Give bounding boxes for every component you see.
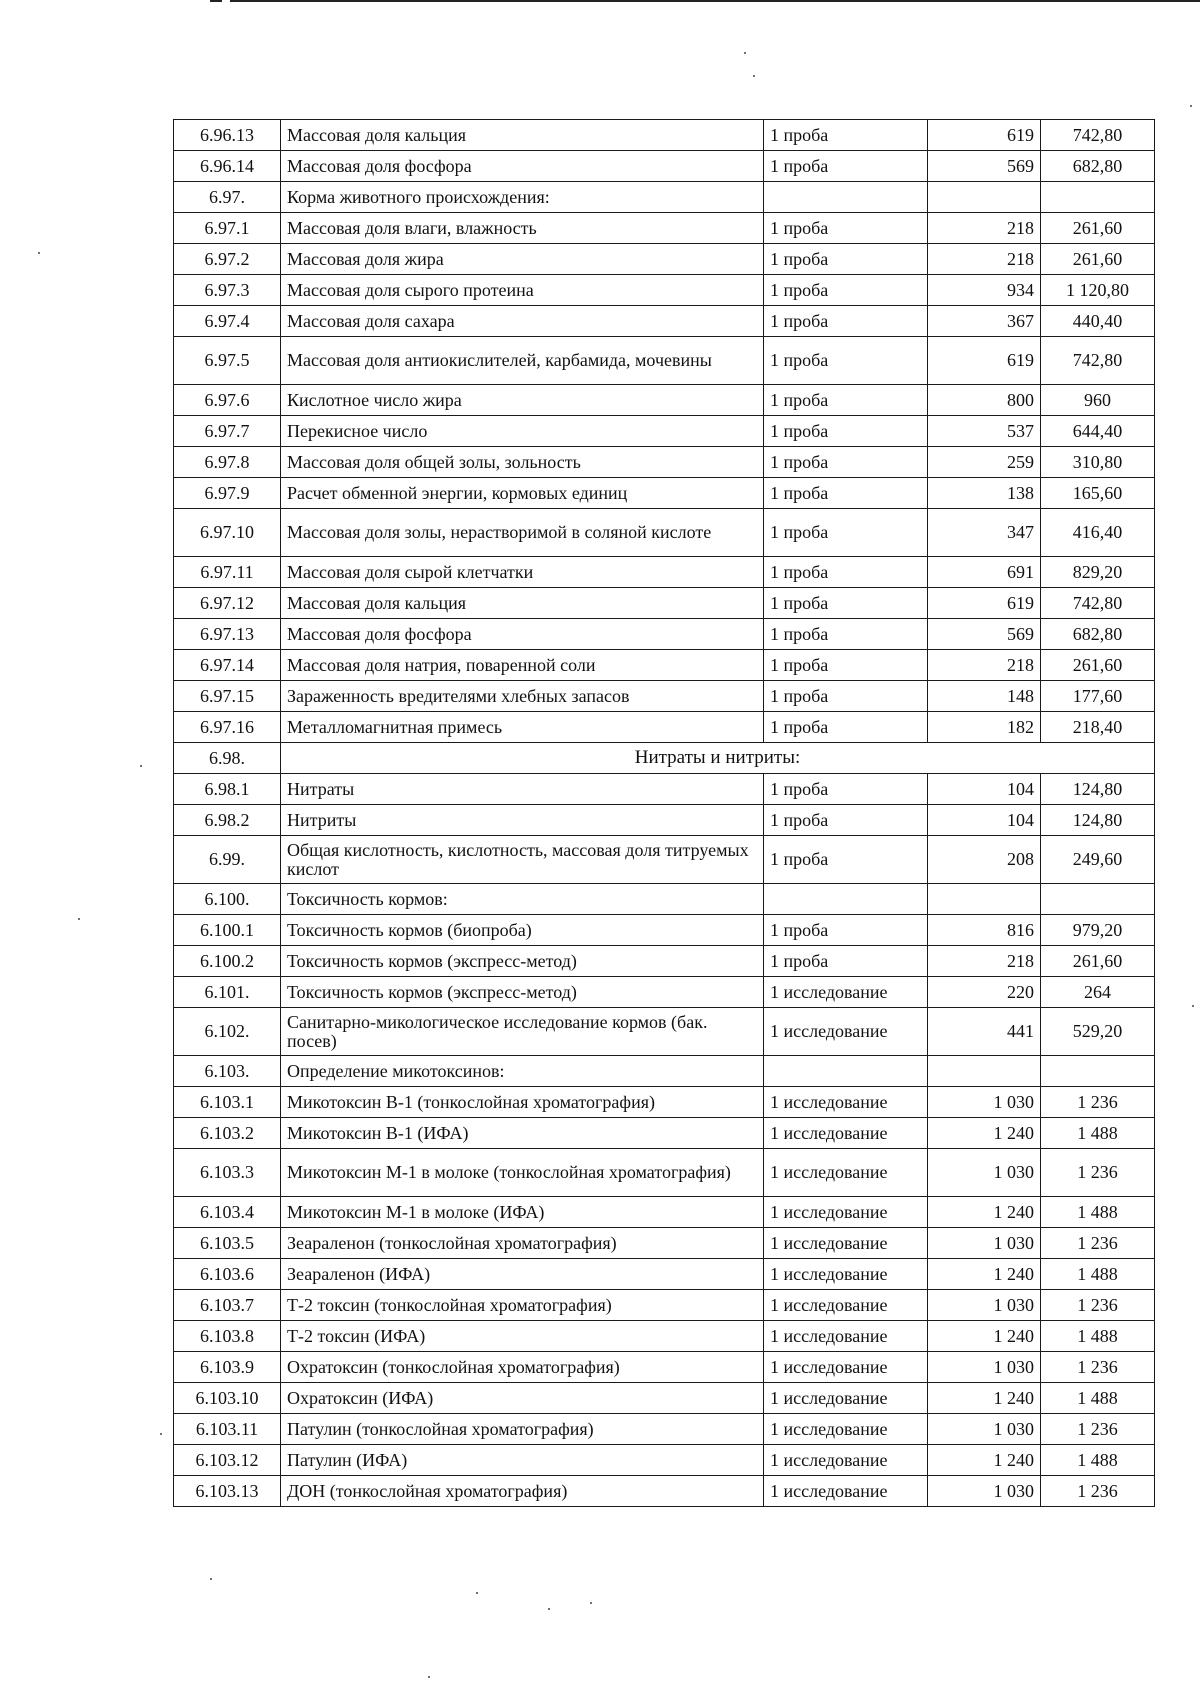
row-unit: 1 проба [764, 712, 928, 743]
row-name: Массовая доля сырого протеина [281, 275, 764, 306]
row-name: Расчет обменной энергии, кормовых единиц [281, 478, 764, 509]
row-unit: 1 проба [764, 151, 928, 182]
row-name: Микотоксин В-1 (ИФА) [281, 1118, 764, 1149]
table-row [174, 1228, 1155, 1259]
row-unit [764, 182, 928, 213]
scan-speck [476, 1592, 478, 1594]
row-price: 1 240 [928, 1321, 1041, 1352]
row-code: 6.102. [174, 1008, 281, 1056]
row-price: 148 [928, 681, 1041, 712]
row-name: Массовая доля кальция [281, 120, 764, 151]
table-row [174, 836, 1155, 884]
row-price: 1 030 [928, 1087, 1041, 1118]
row-price-with-vat: 261,60 [1041, 946, 1155, 977]
row-price-with-vat: 249,60 [1041, 836, 1155, 884]
table-row [174, 306, 1155, 337]
row-price-with-vat [1041, 182, 1155, 213]
row-price-with-vat: 682,80 [1041, 151, 1155, 182]
row-code: 6.103.4 [174, 1197, 281, 1228]
table-row [174, 478, 1155, 509]
row-name: Массовая доля золы, нерастворимой в соляной кислоте [281, 509, 764, 557]
row-name: Массовая доля фосфора [281, 619, 764, 650]
row-price: 1 030 [928, 1149, 1041, 1197]
row-price-with-vat: 218,40 [1041, 712, 1155, 743]
row-code: 6.100. [174, 884, 281, 915]
row-name: Перекисное число [281, 416, 764, 447]
table-row [174, 681, 1155, 712]
row-price-with-vat: 1 236 [1041, 1476, 1155, 1507]
table-row [174, 1476, 1155, 1507]
row-code: 6.103.5 [174, 1228, 281, 1259]
row-code: 6.103. [174, 1056, 281, 1087]
row-price-with-vat: 1 236 [1041, 1087, 1155, 1118]
row-unit: 1 исследование [764, 1290, 928, 1321]
scan-speck [78, 918, 80, 920]
row-price: 1 030 [928, 1228, 1041, 1259]
row-price: 800 [928, 385, 1041, 416]
row-unit: 1 исследование [764, 1118, 928, 1149]
row-unit: 1 проба [764, 416, 928, 447]
row-name: Массовая доля жира [281, 244, 764, 275]
row-name: Зеараленон (ИФА) [281, 1259, 764, 1290]
row-code: 6.103.6 [174, 1259, 281, 1290]
row-name: Определение микотоксинов: [281, 1056, 764, 1087]
row-code: 6.103.10 [174, 1383, 281, 1414]
row-price-with-vat: 310,80 [1041, 447, 1155, 478]
row-price-with-vat: 1 236 [1041, 1352, 1155, 1383]
row-name: Микотоксин М-1 в молоке (тонкослойная хроматография) [281, 1149, 764, 1197]
row-price-with-vat: 165,60 [1041, 478, 1155, 509]
row-unit: 1 исследование [764, 1445, 928, 1476]
row-price: 1 030 [928, 1352, 1041, 1383]
row-code: 6.100.1 [174, 915, 281, 946]
table-row [174, 182, 1155, 213]
table-row [174, 946, 1155, 977]
row-name: Общая кислотность, кислотность, массовая доля титруемых кислот [281, 836, 764, 884]
row-code: 6.97.12 [174, 588, 281, 619]
row-price-with-vat [1041, 1056, 1155, 1087]
row-code: 6.97.15 [174, 681, 281, 712]
row-price [928, 1056, 1041, 1087]
scan-speck [140, 765, 142, 767]
price-table [173, 119, 1155, 1507]
table-row [174, 650, 1155, 681]
row-name: Патулин (тонкослойная хроматография) [281, 1414, 764, 1445]
row-price: 218 [928, 213, 1041, 244]
row-price-with-vat: 1 236 [1041, 1414, 1155, 1445]
scan-speck [744, 52, 746, 54]
row-price-with-vat: 960 [1041, 385, 1155, 416]
row-code: 6.103.9 [174, 1352, 281, 1383]
row-name: Массовая доля фосфора [281, 151, 764, 182]
row-code: 6.97.7 [174, 416, 281, 447]
scan-speck [1192, 1005, 1194, 1007]
row-name: Зараженность вредителями хлебных запасов [281, 681, 764, 712]
table-row [174, 1321, 1155, 1352]
price-table-body [174, 120, 1155, 1507]
table-row [174, 1352, 1155, 1383]
row-price: 619 [928, 120, 1041, 151]
table-row [174, 1118, 1155, 1149]
row-price: 569 [928, 151, 1041, 182]
section-title: Нитраты и нитриты: [281, 743, 1155, 774]
row-price: 208 [928, 836, 1041, 884]
row-code: 6.97. [174, 182, 281, 213]
row-name: Т-2 токсин (ИФА) [281, 1321, 764, 1352]
row-code: 6.99. [174, 836, 281, 884]
row-price: 1 240 [928, 1383, 1041, 1414]
row-price-with-vat [1041, 884, 1155, 915]
row-name: Нитраты [281, 774, 764, 805]
row-code: 6.103.7 [174, 1290, 281, 1321]
row-code: 6.97.16 [174, 712, 281, 743]
row-name: Зеараленон (тонкослойная хроматография) [281, 1228, 764, 1259]
row-unit: 1 исследование [764, 1476, 928, 1507]
row-code: 6.97.4 [174, 306, 281, 337]
row-name: Корма животного происхождения: [281, 182, 764, 213]
row-price-with-vat: 829,20 [1041, 557, 1155, 588]
scan-speck [38, 252, 40, 254]
table-row [174, 1008, 1155, 1056]
row-price-with-vat: 742,80 [1041, 120, 1155, 151]
row-name: Массовая доля влаги, влажность [281, 213, 764, 244]
row-unit: 1 проба [764, 306, 928, 337]
row-unit: 1 исследование [764, 1321, 928, 1352]
row-code: 6.97.6 [174, 385, 281, 416]
row-unit: 1 проба [764, 275, 928, 306]
row-price: 1 030 [928, 1476, 1041, 1507]
table-row [174, 1087, 1155, 1118]
table-row [174, 743, 1155, 774]
row-code: 6.98. [174, 743, 281, 774]
table-row [174, 884, 1155, 915]
row-price: 104 [928, 774, 1041, 805]
table-row [174, 1383, 1155, 1414]
row-unit: 1 проба [764, 681, 928, 712]
table-row [174, 213, 1155, 244]
table-row [174, 588, 1155, 619]
row-name: Токсичность кормов (биопроба) [281, 915, 764, 946]
row-price-with-vat: 1 236 [1041, 1149, 1155, 1197]
row-price: 220 [928, 977, 1041, 1008]
row-unit: 1 проба [764, 774, 928, 805]
row-price-with-vat: 1 488 [1041, 1197, 1155, 1228]
row-price-with-vat: 124,80 [1041, 774, 1155, 805]
row-price: 1 240 [928, 1259, 1041, 1290]
table-row [174, 275, 1155, 306]
row-price-with-vat: 264 [1041, 977, 1155, 1008]
scan-speck [1190, 105, 1192, 107]
row-code: 6.103.1 [174, 1087, 281, 1118]
row-code: 6.97.2 [174, 244, 281, 275]
row-unit: 1 проба [764, 557, 928, 588]
scan-top-edge-line [230, 0, 1200, 2]
row-code: 6.97.11 [174, 557, 281, 588]
row-code: 6.97.8 [174, 447, 281, 478]
row-price: 1 240 [928, 1118, 1041, 1149]
row-price-with-vat: 682,80 [1041, 619, 1155, 650]
row-code: 6.98.2 [174, 805, 281, 836]
table-row [174, 1414, 1155, 1445]
row-price: 218 [928, 244, 1041, 275]
row-unit [764, 884, 928, 915]
scan-speck [210, 1578, 212, 1580]
row-name: Токсичность кормов (экспресс-метод) [281, 946, 764, 977]
row-price: 619 [928, 588, 1041, 619]
table-row [174, 557, 1155, 588]
row-unit: 1 проба [764, 915, 928, 946]
table-row [174, 619, 1155, 650]
table-row [174, 120, 1155, 151]
row-unit: 1 проба [764, 120, 928, 151]
row-price: 367 [928, 306, 1041, 337]
row-name: Кислотное число жира [281, 385, 764, 416]
row-code: 6.97.5 [174, 337, 281, 385]
row-name: Массовая доля антиокислителей, карбамида, мочевины [281, 337, 764, 385]
table-row [174, 416, 1155, 447]
row-price: 934 [928, 275, 1041, 306]
row-name: Массовая доля натрия, поваренной соли [281, 650, 764, 681]
table-row [174, 385, 1155, 416]
row-unit: 1 исследование [764, 1197, 928, 1228]
row-code: 6.97.1 [174, 213, 281, 244]
row-price-with-vat: 529,20 [1041, 1008, 1155, 1056]
row-unit: 1 проба [764, 385, 928, 416]
row-price-with-vat: 1 236 [1041, 1290, 1155, 1321]
row-price: 1 240 [928, 1197, 1041, 1228]
row-name: Металломагнитная примесь [281, 712, 764, 743]
row-name: Нитриты [281, 805, 764, 836]
row-price-with-vat: 1 236 [1041, 1228, 1155, 1259]
row-price [928, 884, 1041, 915]
row-unit: 1 проба [764, 588, 928, 619]
row-unit: 1 исследование [764, 1352, 928, 1383]
row-name: Охратоксин (ИФА) [281, 1383, 764, 1414]
row-price: 259 [928, 447, 1041, 478]
row-price-with-vat: 261,60 [1041, 650, 1155, 681]
table-row [174, 915, 1155, 946]
row-unit: 1 исследование [764, 977, 928, 1008]
row-code: 6.98.1 [174, 774, 281, 805]
row-price: 218 [928, 946, 1041, 977]
row-code: 6.96.14 [174, 151, 281, 182]
row-code: 6.100.2 [174, 946, 281, 977]
table-row [174, 977, 1155, 1008]
row-name: Токсичность кормов: [281, 884, 764, 915]
row-price-with-vat: 1 488 [1041, 1321, 1155, 1352]
table-row [174, 774, 1155, 805]
row-name: Массовая доля сырой клетчатки [281, 557, 764, 588]
row-unit: 1 исследование [764, 1008, 928, 1056]
row-code: 6.96.13 [174, 120, 281, 151]
row-code: 6.103.13 [174, 1476, 281, 1507]
row-price: 218 [928, 650, 1041, 681]
scan-speck [590, 1602, 592, 1604]
row-price-with-vat: 1 488 [1041, 1259, 1155, 1290]
row-name: Санитарно-микологическое исследование кормов (бак. посев) [281, 1008, 764, 1056]
row-code: 6.103.11 [174, 1414, 281, 1445]
row-unit: 1 проба [764, 213, 928, 244]
scan-speck [160, 1433, 162, 1435]
row-code: 6.97.14 [174, 650, 281, 681]
row-price: 1 240 [928, 1445, 1041, 1476]
row-price: 138 [928, 478, 1041, 509]
row-name: Микотоксин М-1 в молоке (ИФА) [281, 1197, 764, 1228]
table-row [174, 1290, 1155, 1321]
row-price-with-vat: 979,20 [1041, 915, 1155, 946]
row-price-with-vat: 124,80 [1041, 805, 1155, 836]
row-unit: 1 исследование [764, 1149, 928, 1197]
row-price: 816 [928, 915, 1041, 946]
table-row [174, 805, 1155, 836]
row-name: Массовая доля сахара [281, 306, 764, 337]
row-price-with-vat: 440,40 [1041, 306, 1155, 337]
row-price-with-vat: 742,80 [1041, 337, 1155, 385]
row-price: 347 [928, 509, 1041, 557]
row-price: 104 [928, 805, 1041, 836]
row-unit: 1 проба [764, 805, 928, 836]
table-row [174, 1259, 1155, 1290]
row-name: Охратоксин (тонкослойная хроматография) [281, 1352, 764, 1383]
row-unit: 1 проба [764, 478, 928, 509]
row-code: 6.103.8 [174, 1321, 281, 1352]
row-price: 1 030 [928, 1414, 1041, 1445]
table-row [174, 1149, 1155, 1197]
table-row [174, 1445, 1155, 1476]
scan-speck [548, 1608, 550, 1610]
table-row [174, 337, 1155, 385]
row-price: 182 [928, 712, 1041, 743]
row-price-with-vat: 1 488 [1041, 1383, 1155, 1414]
row-unit: 1 исследование [764, 1087, 928, 1118]
row-price: 619 [928, 337, 1041, 385]
table-row [174, 244, 1155, 275]
row-price-with-vat: 177,60 [1041, 681, 1155, 712]
row-unit: 1 исследование [764, 1228, 928, 1259]
row-code: 6.103.12 [174, 1445, 281, 1476]
row-unit: 1 проба [764, 836, 928, 884]
row-name: ДОН (тонкослойная хроматография) [281, 1476, 764, 1507]
row-price: 1 030 [928, 1290, 1041, 1321]
scan-top-edge-mark [210, 0, 222, 2]
row-price [928, 182, 1041, 213]
scan-speck [753, 75, 755, 77]
row-unit: 1 проба [764, 244, 928, 275]
row-code: 6.97.9 [174, 478, 281, 509]
row-price: 569 [928, 619, 1041, 650]
row-price-with-vat: 1 488 [1041, 1118, 1155, 1149]
row-unit: 1 проба [764, 337, 928, 385]
table-row [174, 447, 1155, 478]
row-name: Т-2 токсин (тонкослойная хроматография) [281, 1290, 764, 1321]
scan-speck [428, 1676, 430, 1678]
row-name: Массовая доля общей золы, зольность [281, 447, 764, 478]
table-row [174, 1056, 1155, 1087]
row-unit: 1 проба [764, 650, 928, 681]
row-unit: 1 проба [764, 447, 928, 478]
table-row [174, 151, 1155, 182]
row-name: Патулин (ИФА) [281, 1445, 764, 1476]
row-price-with-vat: 261,60 [1041, 244, 1155, 275]
table-row [174, 509, 1155, 557]
row-price-with-vat: 1 488 [1041, 1445, 1155, 1476]
row-code: 6.101. [174, 977, 281, 1008]
row-unit: 1 проба [764, 509, 928, 557]
row-unit: 1 проба [764, 619, 928, 650]
row-code: 6.103.2 [174, 1118, 281, 1149]
row-price: 691 [928, 557, 1041, 588]
row-code: 6.97.3 [174, 275, 281, 306]
row-price: 537 [928, 416, 1041, 447]
row-unit: 1 исследование [764, 1259, 928, 1290]
row-price-with-vat: 416,40 [1041, 509, 1155, 557]
row-unit: 1 исследование [764, 1414, 928, 1445]
table-row [174, 712, 1155, 743]
row-price-with-vat: 261,60 [1041, 213, 1155, 244]
row-code: 6.103.3 [174, 1149, 281, 1197]
row-unit: 1 проба [764, 946, 928, 977]
row-unit: 1 исследование [764, 1383, 928, 1414]
row-unit [764, 1056, 928, 1087]
row-price-with-vat: 1 120,80 [1041, 275, 1155, 306]
row-code: 6.97.10 [174, 509, 281, 557]
row-name: Массовая доля кальция [281, 588, 764, 619]
row-price: 441 [928, 1008, 1041, 1056]
row-code: 6.97.13 [174, 619, 281, 650]
row-name: Токсичность кормов (экспресс-метод) [281, 977, 764, 1008]
row-price-with-vat: 742,80 [1041, 588, 1155, 619]
row-name: Микотоксин В-1 (тонкослойная хроматография) [281, 1087, 764, 1118]
row-price-with-vat: 644,40 [1041, 416, 1155, 447]
table-row [174, 1197, 1155, 1228]
